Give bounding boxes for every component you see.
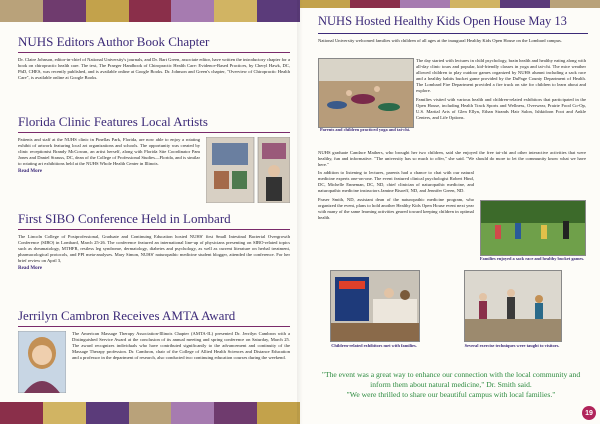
section-body: The American Massage Therapy Association-Illinois Chapter (AMTA-IL) presented Dr. Jerrilyn Cambron with a Distinguished Service Award at the conclusion of its annual meeting and spring conference on Saturday, March 25. The award recognizes individuals who have contributed significantly to the advancement and continuity of the Massage Therapy profession. Dr. Cambron, chair of the College of Allied Health Sciences and Distance Education and a professor in the department of research, also conducted two continuing education courses during the weekend. xyxy=(72,331,290,360)
section-body: Patients and staff at the NUHS clinic in Pinellas Park, Florida, are now able to enjoy a rotating exhibit of artwork featuring local art organizations and schools. The opportunity was created by clinic receptionist Brandy McCowan, an artist herself, along with Florida Site Coordinator Pam Jones and Daniel Strauss, DC, dean of the College of Professional Studies—Florida, and is similar to rotating art exhibitions held at the NUHS Whole Health Center in Illinois. xyxy=(18,137,200,166)
section-body: The Lincoln College of Postprofessional, Graduate and Continuing Education hosted NUHS' first Small Intestinal Bacterial Overgrowth Conference (SIBO) in Lombard, March 25-26. The conference featured an international line-up of physicians presenting on SIBO-related topics such as rheumatology, MTHFR, restless leg syndrome, dermatology, diabetes and psychology, as well as current literature on herbal treatment, pharmacological protocols, and PPI meta-analyses. Mary Simon, NUHS' naturopathic medicine student blogger, attended the conference. For her brief review on April 3, xyxy=(18,234,290,263)
section-title: Jerrilyn Cambron Receives AMTA Award xyxy=(18,308,236,323)
quote-line-1: "The event was a great way to enhance our connection with the local community and inform them about natural medicine," Dr. Smith said. xyxy=(321,370,581,389)
page-number-badge: 19 xyxy=(582,406,596,420)
sack-race-photo xyxy=(480,200,586,256)
quote-line-2: "We were thrilled to share our beautiful campus with local families." xyxy=(346,390,556,399)
exercise-photo xyxy=(464,270,562,342)
section-book-chapter xyxy=(18,34,290,81)
article-title: NUHS Hosted Healthy Kids Open House May 13 xyxy=(318,14,567,28)
section-title: NUHS Editors Author Book Chapter xyxy=(18,34,210,49)
top-color-band xyxy=(0,0,300,22)
right-top-color-band xyxy=(300,0,600,8)
pull-quote xyxy=(318,370,584,400)
exhibitors-photo xyxy=(330,270,420,342)
bottom-color-band xyxy=(0,402,300,424)
section-body: Dr. Claire Johnson, editor-in-chief of National University's journals, and Dr. Bart Green, associate editor, have written the introductory chapter for a book on chiropractic health care. The text, The Praeger Handbook of Chiropractic Health Care: Evidence-Based Practices, by Cheryl Hawk, DC, PhD, CHES, was recently published, and is available online at Google Books. Dr. Johnson and Green's chapter, "Overview of Chiropractic Health Care", is available online at Google Books. xyxy=(18,57,291,80)
article-paragraph: Fraser Smith, ND, assistant dean of the naturopathic medicine program, who organized the event, plans to hold another Healthy Kids Open House event next year with many of the same learning activities geared toward keeping children in optimal health. xyxy=(318,197,474,220)
page-spine xyxy=(297,0,303,424)
section-amta-award xyxy=(18,308,290,393)
divider xyxy=(18,132,290,133)
art-exhibit-photo xyxy=(206,137,290,203)
section-title: First SIBO Conference Held in Lombard xyxy=(18,211,231,226)
read-more-link[interactable]: Read More xyxy=(18,169,42,174)
yoga-photo xyxy=(318,58,414,128)
article-paragraph: Families visited with various health and children-related exhibitors that participated in the Open House, including Health Track Sports and Wellness, Overwear, Prairie Food Co-Op, U.S. Martial Arts of Glen Ellyn, Ethan Strands Hair Salon, Ishkidoon Foot and Ankle Centers, and Life Options. xyxy=(416,97,586,120)
article-paragraph: The day started with lectures in child psychology, brain health and healthy eating along with all-day clinic tours and popular, kid-friendly classes in yoga and tai-chi. The mice weather allowed children to play outdoor games organized by NUHS alumni including a sack race and a healthy habits bucket game provided by the DuPage County Department of Health. The Lombard Fire Department provided a fire truck on site for children to learn about and explore. xyxy=(416,58,586,93)
article-full-width xyxy=(318,150,586,168)
article-paragraph: NUHS graduate Candace Mathers, who brought her two children, said she enjoyed the free tai-chi and other interactive activities that were healthy, fun and informative. "The university has so much to offer," she said. "We should do more to let the community know what we have here." xyxy=(318,150,586,167)
section-title: Florida Clinic Features Local Artists xyxy=(18,114,208,129)
article-intro: National University welcomed families with children of all ages at the inaugural Healthy Kids Open House on the Lombard campus. xyxy=(318,38,562,43)
article-column-2 xyxy=(318,170,474,221)
divider xyxy=(18,229,290,230)
divider xyxy=(18,52,290,53)
section-sibo-conference xyxy=(18,211,290,271)
right-page xyxy=(318,14,588,44)
caption-exhibitors: Children-related exhibitors met with families. xyxy=(331,343,417,348)
caption-yoga: Parents and children practiced yoga and tai-chi. xyxy=(320,127,410,132)
divider xyxy=(318,33,588,34)
caption-sack-race: Families enjoyed a sack race and healthy bucket games. xyxy=(479,256,585,261)
article-paragraph: In addition to listening to lectures, parents had a chance to chat with our natural medicine experts one-on-one. The event featured clinical psychologist Robert Hind, DC, Michelle Enneman, DC, ND, chief clinician of naturopathic medicine, and naturopathic medicine instructors Jamine Bisoeff, ND, and Jennifer Green, ND. xyxy=(318,170,474,193)
cambron-portrait-photo xyxy=(18,331,66,393)
florida-photos xyxy=(206,137,290,203)
read-more-link[interactable]: Read More xyxy=(18,266,42,271)
divider xyxy=(18,326,290,327)
section-florida-artists xyxy=(18,114,290,203)
caption-exercise: Several exercise techniques were taught to visitors. xyxy=(464,343,560,348)
article-column-1 xyxy=(416,58,586,121)
